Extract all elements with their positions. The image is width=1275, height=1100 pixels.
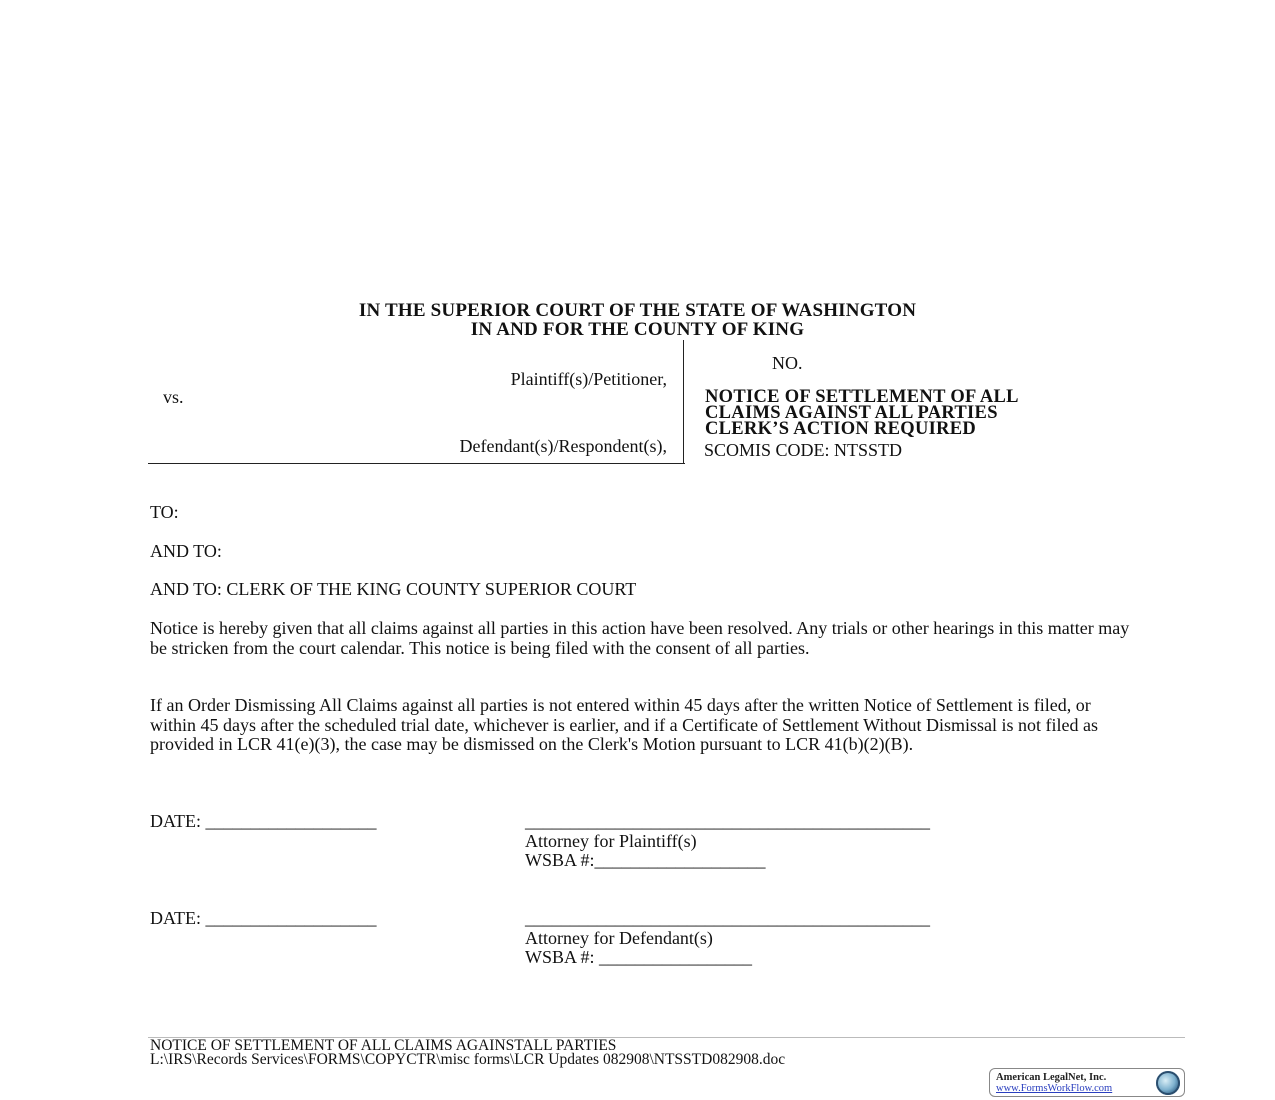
court-title-line-2: IN AND FOR THE COUNTY OF KING (470, 319, 805, 340)
publisher-name: American LegalNet, Inc. (996, 1072, 1107, 1083)
case-number-label: NO. (772, 353, 803, 373)
attorney-role-defendant: Attorney for Defendant(s) (525, 928, 713, 948)
date-field-defendant[interactable]: DATE: ___________________ (150, 908, 377, 928)
signature-line-defendant[interactable]: _____________________________________________ (525, 908, 930, 928)
footer-form-title: NOTICE OF SETTLEMENT OF ALL CLAIMS AGAINSTALL PARTIES (150, 1037, 617, 1054)
attorney-role-plaintiff: Attorney for Plaintiff(s) (525, 831, 697, 851)
caption-divider-horizontal (148, 463, 685, 464)
publisher-link[interactable]: www.FormsWorkFlow.com (996, 1083, 1113, 1094)
caption-divider-vertical (683, 340, 684, 464)
notice-paragraph (150, 619, 1140, 658)
date-field-plaintiff[interactable]: DATE: ___________________ (150, 811, 377, 831)
document-title-line-2: CLAIMS AGAINST ALL PARTIES (705, 403, 998, 423)
signature-line-plaintiff[interactable]: _____________________________________________ (525, 811, 930, 831)
document-title-line-1: NOTICE OF SETTLEMENT OF ALL (705, 387, 1019, 407)
notice-paragraph-text: Notice is hereby given that all claims against all parties in this action have been resolved. Any trials or other hearings in this matter may be stricken from the court calendar. This notice is being filed with the consent of all parties. (150, 618, 1130, 658)
scomis-code: SCOMIS CODE: NTSSTD (704, 440, 903, 460)
dismissal-paragraph (150, 696, 1140, 755)
and-to-line-1: AND TO: (150, 541, 222, 561)
plaintiff-label: Plaintiff(s)/Petitioner, (510, 369, 667, 389)
and-to-clerk-line: AND TO: CLERK OF THE KING COUNTY SUPERIOR COURT (150, 579, 637, 599)
defendant-label: Defendant(s)/Respondent(s), (459, 436, 667, 456)
wsba-field-plaintiff[interactable]: WSBA #:___________________ (525, 850, 766, 870)
vs-label: vs. (163, 387, 184, 407)
to-line: TO: (150, 502, 179, 522)
globe-logo-icon (1156, 1071, 1180, 1095)
publisher-badge[interactable] (989, 1068, 1185, 1097)
court-title-line-1: IN THE SUPERIOR COURT OF THE STATE OF WASHINGTON (358, 300, 917, 321)
wsba-field-defendant[interactable]: WSBA #: _________________ (525, 947, 753, 967)
dismissal-paragraph-text: If an Order Dismissing All Claims against all parties is not entered within 45 days after the written Notice of Settlement is filed, or within 45 days after the scheduled trial date, whichever is earlier, and if a Certificate of Settlement Without Dismissal is not filed as provided in LCR 41(e)(3), the case may be dismissed on the Clerk's Motion pursuant to LCR 41(b)(2)(B). (150, 695, 1098, 754)
document-title-line-3: CLERK’S ACTION REQUIRED (705, 419, 977, 439)
footer-file-path: L:\IRS\Records Services\FORMS\COPYCTR\misc forms\LCR Updates 082908\NTSSTD082908.doc (150, 1051, 786, 1068)
